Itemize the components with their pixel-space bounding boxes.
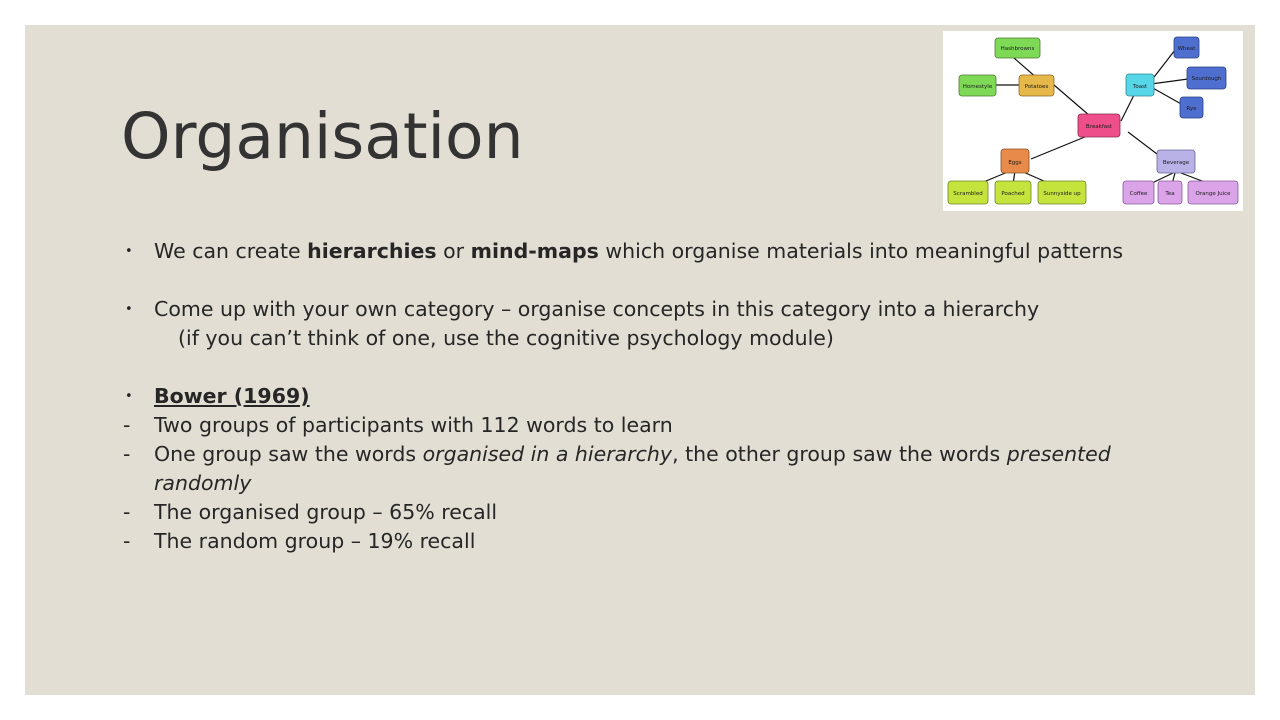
svg-text:Orange Juice: Orange Juice <box>1195 191 1231 197</box>
mind-map-node-orange-juice <box>1188 181 1238 204</box>
dash-item-random-recall <box>124 527 1164 556</box>
dash-item-conditions <box>124 440 1164 498</box>
bullet-marker: • <box>125 389 133 404</box>
keyword-mind-maps: mind-maps <box>470 239 599 263</box>
svg-text:Scrambled: Scrambled <box>953 191 983 197</box>
bullet-note: (if you can’t think of one, use the cognitive psychology module) <box>178 326 834 350</box>
slide <box>25 25 1255 695</box>
svg-text:Rye: Rye <box>1186 106 1197 112</box>
bullet-marker: • <box>125 244 133 259</box>
keyword-hierarchies: hierarchies <box>307 239 437 263</box>
mind-map-node-coffee <box>1123 181 1154 204</box>
dash-marker: - <box>123 413 131 437</box>
mind-map-node-wheat <box>1174 37 1199 58</box>
mind-map-node-tea <box>1158 181 1182 204</box>
study-heading: Bower (1969) <box>154 384 310 408</box>
dash-text: Two groups of participants with 112 words to learn <box>154 413 673 437</box>
mind-map-node-beverage <box>1157 150 1195 173</box>
mind-map-node-breakfast <box>1078 114 1120 137</box>
svg-text:Breakfast: Breakfast <box>1085 124 1113 130</box>
dash-text: The organised group – 65% recall <box>154 500 498 524</box>
mind-map-node-sunnyside <box>1038 181 1086 204</box>
mind-map-image <box>943 31 1243 211</box>
svg-text:Sourdough: Sourdough <box>1191 76 1222 82</box>
mind-map-node-eggs <box>1001 149 1029 173</box>
bullet-marker: • <box>125 302 133 317</box>
mind-map-node-hashbrowns <box>995 38 1040 58</box>
mind-map-diagram <box>943 31 1243 211</box>
mind-map-node-homestyle <box>959 75 996 96</box>
dash-text: One group saw the words organised in a hierarchy, the other group saw the words presented randomly <box>154 442 1111 495</box>
svg-text:Coffee: Coffee <box>1129 191 1148 197</box>
svg-text:Potatoes: Potatoes <box>1024 84 1049 90</box>
mind-map-node-toast <box>1126 74 1154 96</box>
slide-body <box>124 237 1164 556</box>
svg-text:Wheat: Wheat <box>1177 46 1196 52</box>
dash-marker: - <box>123 442 131 466</box>
mind-map-node-scrambled <box>948 181 988 204</box>
svg-text:Eggs: Eggs <box>1008 160 1022 166</box>
dash-marker: - <box>123 529 131 553</box>
dash-marker: - <box>123 500 131 524</box>
svg-text:Homestyle: Homestyle <box>962 84 993 90</box>
mind-map-node-potatoes <box>1019 75 1054 96</box>
svg-text:Hashbrowns: Hashbrowns <box>1000 46 1035 52</box>
mind-map-node-sourdough <box>1187 67 1226 89</box>
svg-text:Poached: Poached <box>1001 191 1025 197</box>
bullet-hierarchies <box>124 237 1164 266</box>
slide-title: Organisation <box>121 100 524 173</box>
mind-map-node-rye <box>1180 97 1203 118</box>
mind-map-node-poached <box>995 181 1031 204</box>
dash-text: The random group – 19% recall <box>154 529 476 553</box>
emphasis-random: presented randomly <box>154 442 1111 495</box>
bullet-own-category <box>124 295 1164 353</box>
svg-text:Sunnyside up: Sunnyside up <box>1043 191 1081 197</box>
bullet-bower <box>124 382 1164 411</box>
svg-text:Beverage: Beverage <box>1162 160 1190 166</box>
dash-item-organised-recall <box>124 498 1164 527</box>
bullet-text: Come up with your own category – organise concepts in this category into a hierarchy <box>154 297 1040 321</box>
emphasis-hierarchy: organised in a hierarchy <box>422 442 673 466</box>
dash-item-groups <box>124 411 1164 440</box>
svg-text:Toast: Toast <box>1132 84 1148 90</box>
bullet-text: We can create hierarchies or mind-maps which organise materials into meaningful patterns <box>154 239 1124 263</box>
svg-text:Tea: Tea <box>1165 191 1175 197</box>
